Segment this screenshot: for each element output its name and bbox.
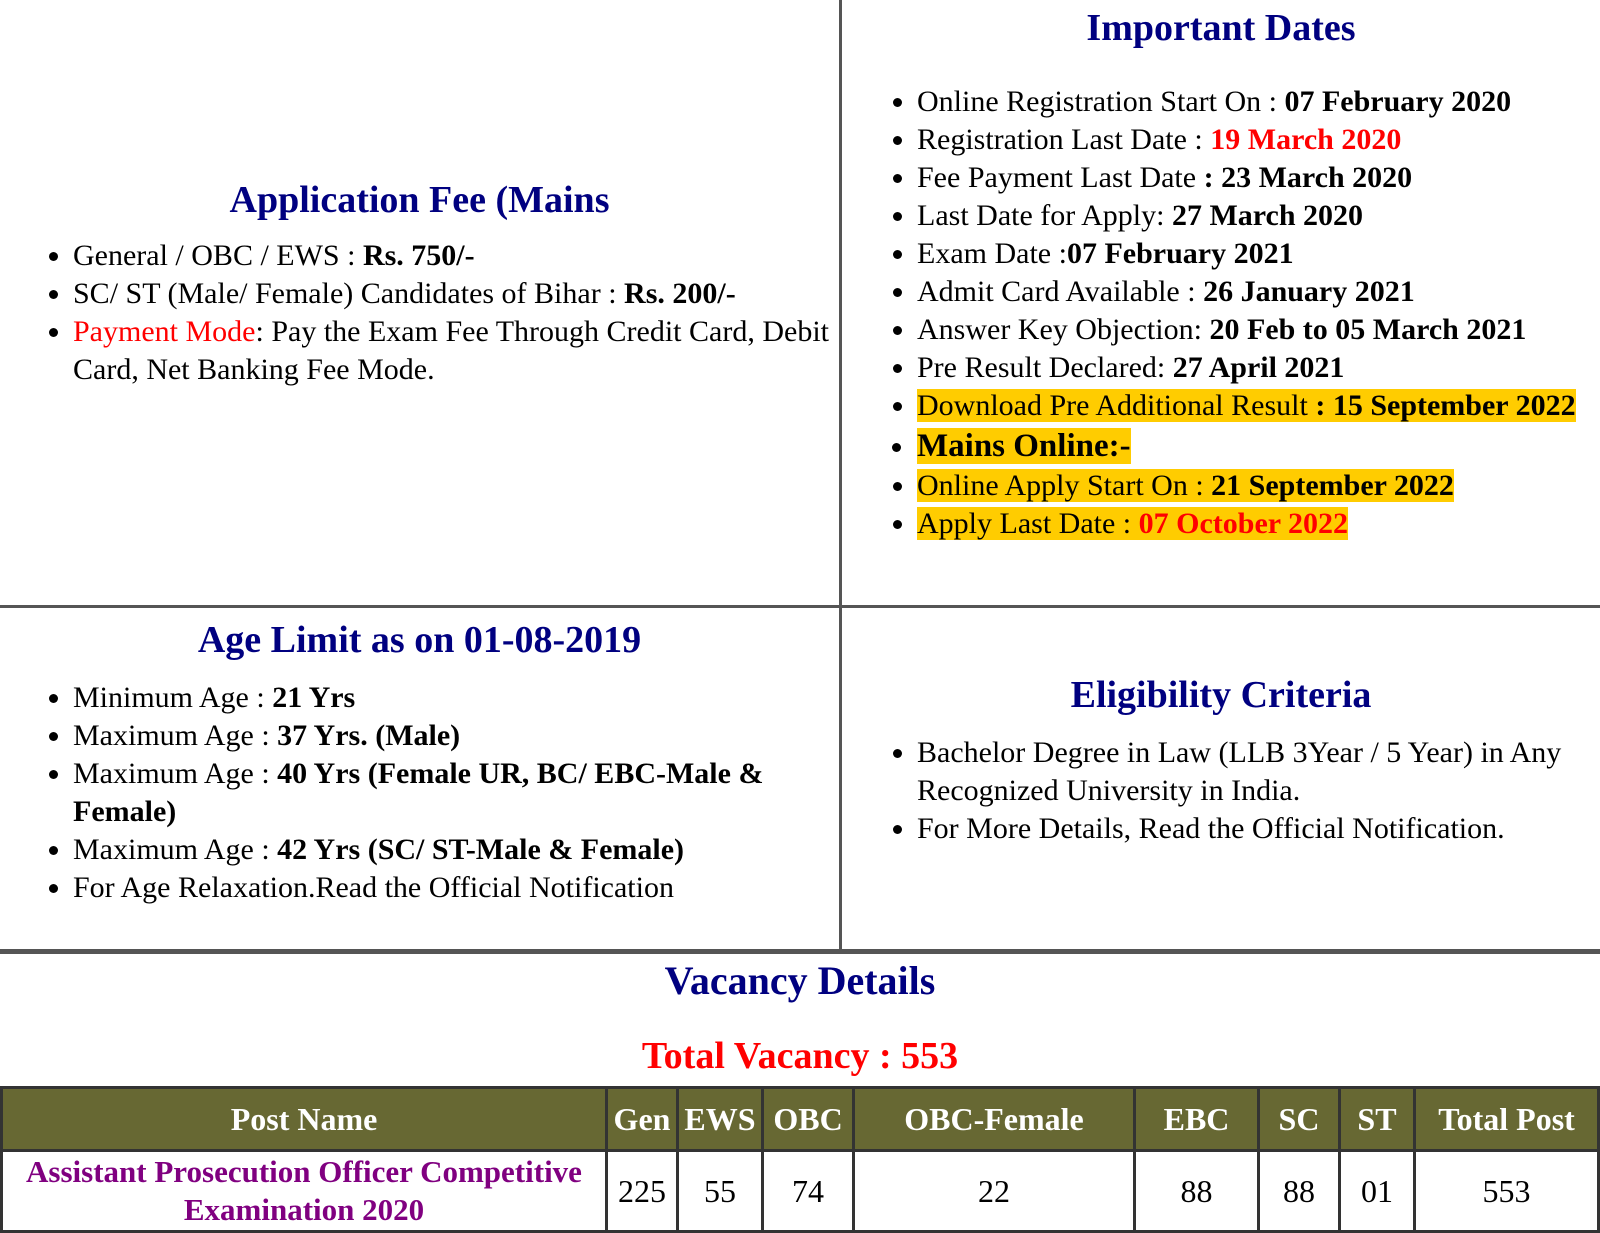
- total-post-cell: 553: [1415, 1151, 1599, 1232]
- eligibility-title: Eligibility Criteria: [1070, 674, 1372, 716]
- list-item: • Maximum Age : 40 Yrs (Female UR, BC/ EBC-Male & Female): [73, 755, 827, 831]
- list-item: • Minimum Age : 21 Yrs: [73, 679, 827, 717]
- col-sc: SC: [1259, 1088, 1340, 1151]
- mains-online-label: Mains Online:-: [917, 428, 1131, 464]
- list-item: • Maximum Age : 37 Yrs. (Male): [73, 717, 827, 755]
- gen-cell: 225: [607, 1151, 678, 1232]
- list-item: • Pre Result Declared: 27 April 2021: [917, 349, 1582, 387]
- sc-cell: 88: [1259, 1151, 1340, 1232]
- list-item: • General / OBC / EWS : Rs. 750/-: [73, 237, 839, 275]
- section-divider: [0, 949, 1600, 954]
- list-item: • Download Pre Additional Result : 15 September 2022: [917, 387, 1582, 425]
- eligibility-section: [842, 608, 1600, 949]
- post-name-cell: Assistant Prosecution Officer Competitive Examination 2020: [2, 1151, 607, 1232]
- list-item: • Answer Key Objection: 20 Feb to 05 March 2021: [917, 311, 1582, 349]
- vacancy-table: [0, 1086, 1600, 1233]
- application-fee-section: [0, 0, 839, 605]
- col-obc-female: OBC-Female: [854, 1088, 1135, 1151]
- ebc-cell: 88: [1135, 1151, 1259, 1232]
- list-item: • Apply Last Date : 07 October 2022: [917, 505, 1582, 543]
- important-dates-title: Important Dates: [1086, 7, 1356, 49]
- vacancy-details-title: Vacancy Details: [664, 958, 936, 1003]
- list-item: • Fee Payment Last Date : 23 March 2020: [917, 159, 1582, 197]
- list-item: • Registration Last Date : 19 March 2020: [917, 121, 1582, 159]
- list-item: • Payment Mode: Pay the Exam Fee Through Credit Card, Debit Card, Net Banking Fee Mode.: [73, 313, 839, 389]
- list-item: • Bachelor Degree in Law (LLB 3Year / 5 Year) in Any Recognized University in India.: [917, 734, 1580, 810]
- list-item: • Admit Card Available : 26 January 2021: [917, 273, 1582, 311]
- list-item: • Online Apply Start On : 21 September 2022: [917, 467, 1582, 505]
- col-ews: EWS: [678, 1088, 763, 1151]
- list-item: • For More Details, Read the Official Notification.: [917, 810, 1580, 848]
- col-post-name: Post Name: [2, 1088, 607, 1151]
- table-header-row: [2, 1088, 1599, 1151]
- col-total-post: Total Post: [1415, 1088, 1599, 1151]
- eligibility-list: [842, 734, 1600, 848]
- application-fee-list: [0, 237, 839, 389]
- age-limit-section: [0, 608, 839, 949]
- list-item: • SC/ ST (Male/ Female) Candidates of Bihar : Rs. 200/-: [73, 275, 839, 313]
- age-limit-list: [0, 679, 839, 907]
- col-obc: OBC: [763, 1088, 854, 1151]
- obc-cell: 74: [763, 1151, 854, 1232]
- important-dates-section: [842, 0, 1600, 605]
- ews-cell: 55: [678, 1151, 763, 1232]
- list-item: • Exam Date :07 February 2021: [917, 235, 1582, 273]
- obc-female-cell: 22: [854, 1151, 1135, 1232]
- list-item: • Maximum Age : 42 Yrs (SC/ ST-Male & Female): [73, 831, 827, 869]
- total-vacancy: Total Vacancy : 553: [641, 1035, 959, 1077]
- age-limit-title: Age Limit as on 01-08-2019: [197, 619, 642, 661]
- col-st: ST: [1340, 1088, 1415, 1151]
- list-item: • For Age Relaxation.Read the Official Notification: [73, 869, 827, 907]
- application-fee-title: Application Fee (Mains: [229, 179, 610, 221]
- col-ebc: EBC: [1135, 1088, 1259, 1151]
- list-item: [917, 425, 1582, 467]
- important-dates-list: [842, 83, 1600, 543]
- table-row: [2, 1151, 1599, 1232]
- payment-mode-label: Payment Mode: [73, 315, 256, 348]
- list-item: • Online Registration Start On : 07 February 2020: [917, 83, 1582, 121]
- col-gen: Gen: [607, 1088, 678, 1151]
- list-item: • Last Date for Apply: 27 March 2020: [917, 197, 1582, 235]
- st-cell: 01: [1340, 1151, 1415, 1232]
